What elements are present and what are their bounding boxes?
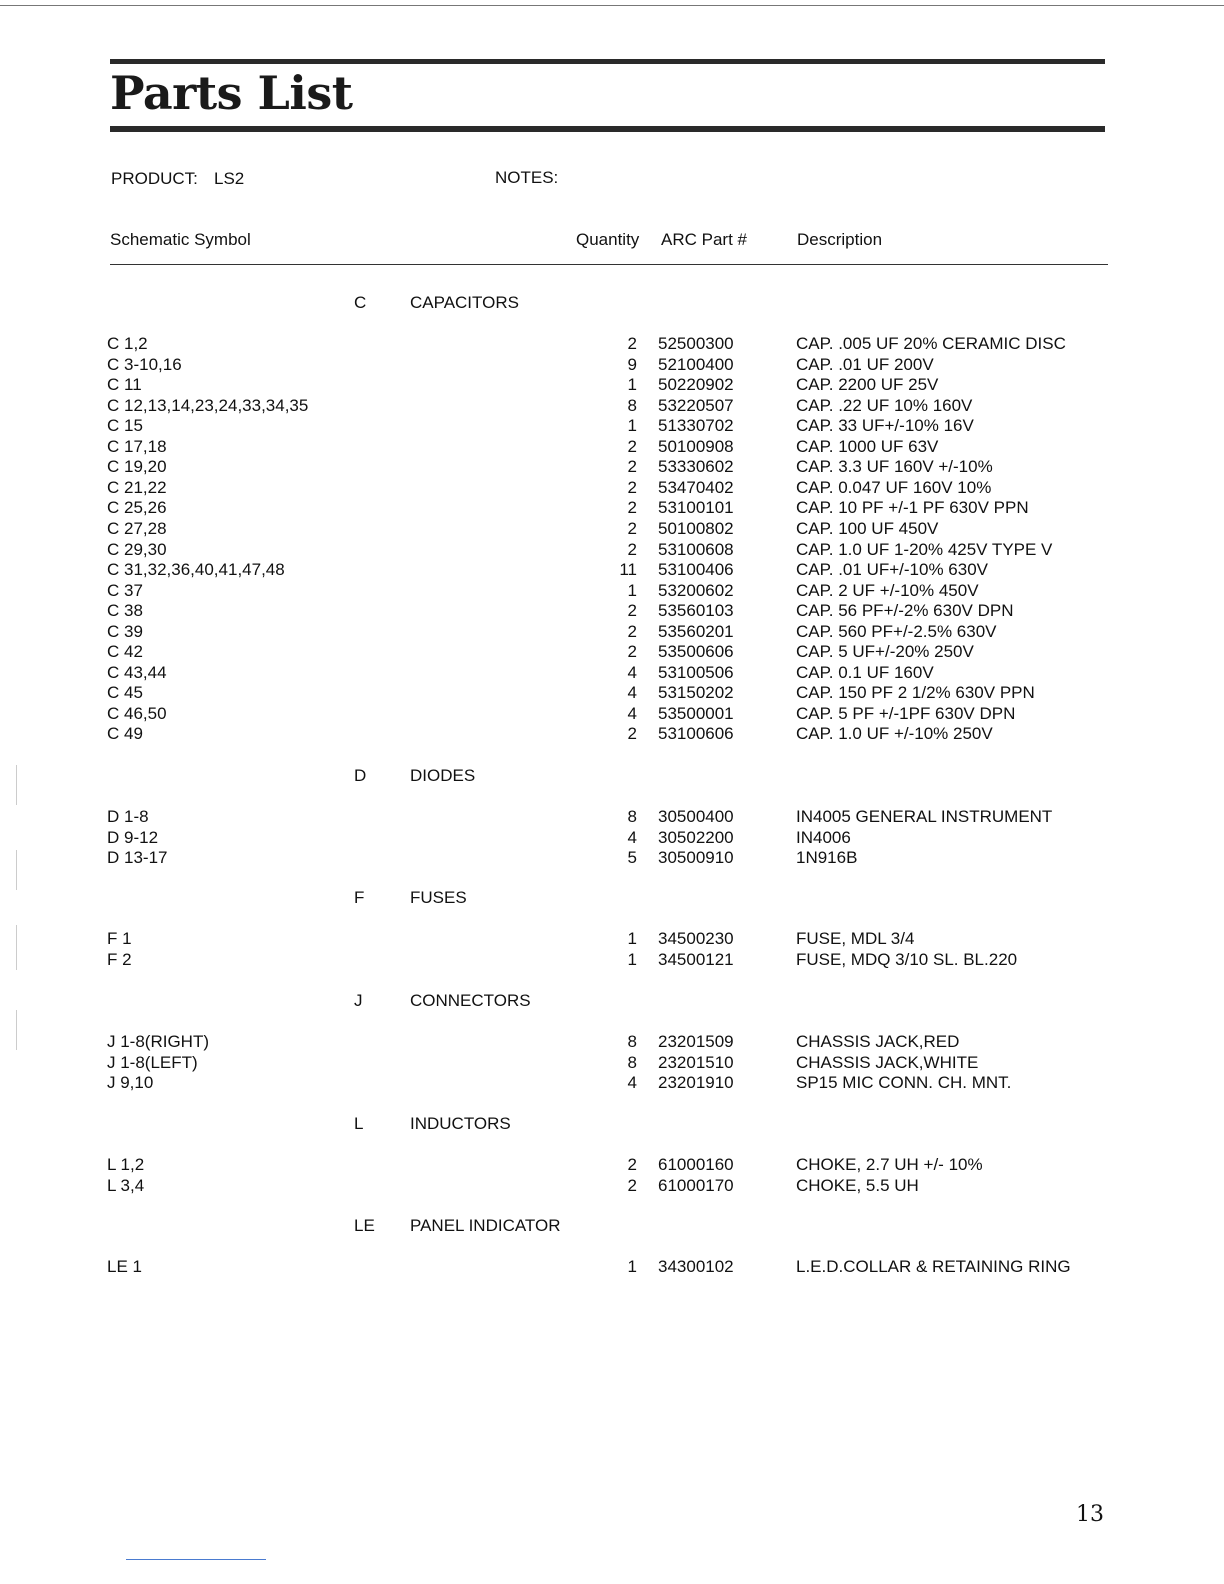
description: FUSE, MDQ 3/10 SL. BL.220 [796,949,1018,969]
quantity: 4 [627,662,637,682]
description: CAP. .005 UF 20% CERAMIC DISC [796,334,1066,353]
part-number: 50100908 [658,436,734,456]
part-number: 53100506 [658,662,734,682]
table-row [0,539,1224,560]
description: CAP. 100 UF 450V [796,518,939,538]
schematic-symbol: J 1-8(RIGHT) [107,1032,209,1051]
schematic-symbol: C 21,22 [107,477,167,497]
schematic-symbol: C 15 [107,416,143,436]
part-number: 23201510 [658,1052,734,1072]
quantity: 1 [627,1257,637,1276]
description: CAP. 1000 UF 63V [796,436,939,456]
part-number: 50220902 [658,375,734,395]
product-value: LS2 [214,169,245,188]
quantity: 5 [627,848,637,868]
section-name: PANEL INDICATOR [410,1216,561,1235]
table-row [0,641,1224,662]
schematic-symbol: F 2 [107,949,132,969]
schematic-symbol: C 29,30 [107,539,167,559]
table-row [0,1154,1224,1175]
description: CAP. 5 UF+/-20% 250V [796,642,974,662]
schematic-symbol: D 1-8 [107,807,149,826]
part-number: 30502200 [658,827,734,847]
part-number: 61000160 [658,1155,734,1174]
part-number: 53500606 [658,642,734,662]
schematic-symbol: D 13-17 [107,848,168,868]
quantity: 2 [627,498,637,518]
table-row [0,580,1224,601]
description: CAP. 0.047 UF 160V 10% [796,477,992,497]
part-number: 53100606 [658,724,734,744]
column-header-quantity: Quantity [576,230,640,249]
scan-bottom-mark [126,1559,266,1560]
table-row [0,415,1224,436]
part-number: 34500121 [658,949,734,969]
quantity: 2 [627,457,637,477]
schematic-symbol: L 1,2 [107,1155,145,1174]
table-row [0,497,1224,518]
section-header [0,1113,1224,1134]
notes-label: NOTES: [495,168,559,187]
section-header [0,765,1224,786]
schematic-symbol: C 43,44 [107,662,167,682]
description: CAP. .01 UF 200V [796,354,934,374]
description: IN4006 [796,827,851,847]
table-row [0,1052,1224,1073]
description: FUSE, MDL 3/4 [796,929,915,948]
quantity: 2 [627,642,637,662]
schematic-symbol: D 9-12 [107,827,159,847]
description: CHASSIS JACK,WHITE [796,1052,979,1072]
page-title: Parts List [110,66,353,120]
schematic-symbol: C 11 [107,375,142,395]
schematic-symbol: C 49 [107,724,143,744]
table-row [0,395,1224,416]
schematic-symbol: C 12,13,14,23,24,33,34,35 [107,395,309,415]
section-header [0,292,1224,313]
description: CAP. 2 UF +/-10% 450V [796,580,979,600]
description: 1N916B [796,848,858,868]
part-number: 53470402 [658,477,734,497]
product-label: PRODUCT: [111,169,198,188]
table-row [0,333,1224,354]
quantity: 2 [627,1155,637,1174]
part-number: 53560201 [658,621,734,641]
table-row [0,436,1224,457]
table-row [0,806,1224,827]
quantity: 2 [627,621,637,641]
description: CHOKE, 2.7 UH +/- 10% [796,1155,983,1174]
description: CAP. 150 PF 2 1/2% 630V PPN [796,683,1035,703]
table-row [0,354,1224,375]
section-name: FUSES [410,888,467,907]
quantity: 9 [627,354,637,374]
part-number: 53220507 [658,395,734,415]
description: CAP. .01 UF+/-10% 630V [796,560,988,580]
schematic-symbol: LE 1 [107,1257,142,1276]
part-number: 53500001 [658,703,734,723]
section-letter: J [354,991,363,1010]
quantity: 2 [627,334,637,353]
quantity: 2 [627,539,637,559]
quantity: 2 [627,601,637,621]
schematic-symbol: C 45 [107,683,143,703]
description: CAP. 0.1 UF 160V [796,662,934,682]
table-row [0,559,1224,580]
part-number: 23201910 [658,1073,734,1093]
description: CAP. 1.0 UF 1-20% 425V TYPE V [796,539,1053,559]
part-number: 30500910 [658,848,734,868]
part-number: 53330602 [658,457,734,477]
description: IN4005 GENERAL INSTRUMENT [796,807,1053,826]
schematic-symbol: J 1-8(LEFT) [107,1052,198,1072]
schematic-symbol: F 1 [107,929,132,948]
description: CAP. 56 PF+/-2% 630V DPN [796,601,1014,621]
schematic-symbol: C 1,2 [107,334,148,353]
table-row [0,928,1224,949]
description: CAP. 3.3 UF 160V +/-10% [796,457,993,477]
table-row [0,827,1224,848]
section-header [0,990,1224,1011]
description: CAP. 5 PF +/-1PF 630V DPN [796,703,1016,723]
description: SP15 MIC CONN. CH. MNT. [796,1073,1012,1093]
part-number: 53100406 [658,560,734,580]
table-row [0,1072,1224,1093]
section-letter: C [354,293,367,312]
quantity: 2 [627,1175,637,1195]
section-name: DIODES [410,766,476,785]
schematic-symbol: C 31,32,36,40,41,47,48 [107,560,285,580]
quantity: 2 [627,436,637,456]
schematic-symbol: C 19,20 [107,457,167,477]
part-number: 34500230 [658,929,734,948]
column-header-description: Description [797,230,883,249]
quantity: 2 [627,724,637,744]
table-row [0,682,1224,703]
quantity: 8 [627,807,637,826]
schematic-symbol: C 27,28 [107,518,167,538]
quantity: 8 [627,1052,637,1072]
quantity: 2 [627,477,637,497]
column-header-part: ARC Part # [661,230,747,249]
schematic-symbol: C 39 [107,621,143,641]
section-name: INDUCTORS [410,1114,511,1133]
section-name: CAPACITORS [410,293,519,312]
section-letter: D [354,766,367,785]
table-row [0,1256,1224,1277]
part-number: 61000170 [658,1175,734,1195]
part-number: 53200602 [658,580,734,600]
quantity: 4 [627,1073,637,1093]
quantity: 1 [627,416,637,436]
quantity: 1 [627,929,637,948]
part-number: 52500300 [658,334,734,353]
quantity: 1 [627,949,637,969]
schematic-symbol: C 37 [107,580,143,600]
schematic-symbol: C 46,50 [107,703,167,723]
quantity: 4 [627,703,637,723]
part-number: 53150202 [658,683,734,703]
table-row [0,847,1224,868]
table-row [0,477,1224,498]
table-row [0,949,1224,970]
quantity: 8 [627,395,637,415]
table-row [0,723,1224,744]
table-row [0,621,1224,642]
table-row [0,1175,1224,1196]
page-number: 13 [1076,1502,1104,1527]
table-row [0,703,1224,724]
table-row [0,456,1224,477]
section-header [0,1215,1224,1236]
description: CAP. 10 PF +/-1 PF 630V PPN [796,498,1029,518]
schematic-symbol: C 38 [107,601,143,621]
part-number: 23201509 [658,1032,734,1051]
description: L.E.D.COLLAR & RETAINING RING [796,1257,1071,1276]
schematic-symbol: L 3,4 [107,1175,145,1195]
section-letter: LE [354,1216,375,1235]
description: CAP. 560 PF+/-2.5% 630V [796,621,997,641]
table-row [0,600,1224,621]
quantity: 8 [627,1032,637,1051]
schematic-symbol: C 3-10,16 [107,354,182,374]
quantity: 1 [627,375,637,395]
column-header-schematic: Schematic Symbol [110,230,251,249]
quantity: 11 [619,560,637,580]
description: CAP. 33 UF+/-10% 16V [796,416,974,436]
section-name: CONNECTORS [410,991,531,1010]
section-letter: L [354,1114,364,1133]
table-row [0,518,1224,539]
quantity: 4 [627,683,637,703]
table-row [0,662,1224,683]
quantity: 2 [627,518,637,538]
description: CAP. .22 UF 10% 160V [796,395,973,415]
table-row [0,1031,1224,1052]
part-number: 30500400 [658,807,734,826]
table-row [0,374,1224,395]
schematic-symbol: C 25,26 [107,498,167,518]
section-letter: F [354,888,365,907]
part-number: 53560103 [658,601,734,621]
part-number: 50100802 [658,518,734,538]
quantity: 4 [627,827,637,847]
part-number: 34300102 [658,1257,734,1276]
part-number: 53100101 [658,498,734,518]
part-number: 52100400 [658,354,734,374]
schematic-symbol: J 9,10 [107,1073,154,1093]
part-number: 53100608 [658,539,734,559]
section-header [0,887,1224,908]
description: CHASSIS JACK,RED [796,1032,960,1051]
description: CAP. 2200 UF 25V [796,375,939,395]
description: CHOKE, 5.5 UH [796,1175,919,1195]
quantity: 1 [627,580,637,600]
schematic-symbol: C 42 [107,642,143,662]
schematic-symbol: C 17,18 [107,436,167,456]
description: CAP. 1.0 UF +/-10% 250V [796,724,993,744]
part-number: 51330702 [658,416,734,436]
